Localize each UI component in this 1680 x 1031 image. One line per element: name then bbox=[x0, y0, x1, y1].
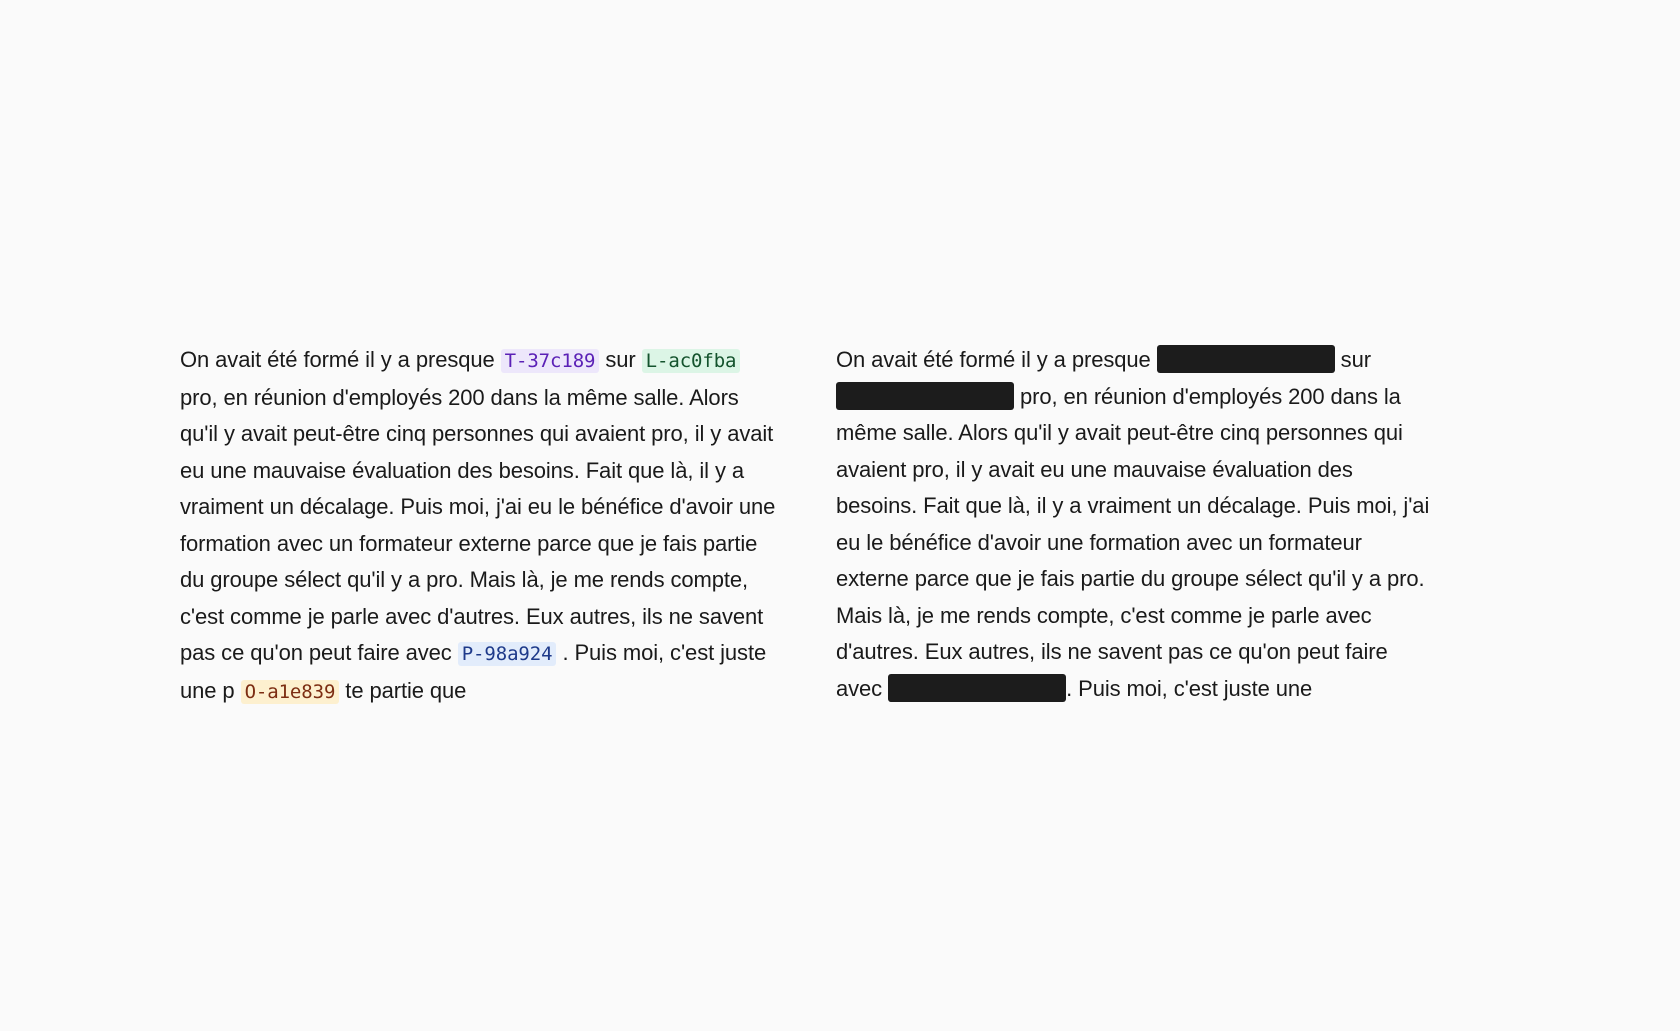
anonymized-token-l: L-ac0fba bbox=[642, 349, 741, 373]
anonymized-token-o: O-a1e839 bbox=[241, 680, 340, 704]
anonymized-token-p: P-98a924 bbox=[458, 642, 557, 666]
redacted-text-panel bbox=[836, 342, 1436, 707]
text-segment: On avait été formé il y a presque bbox=[180, 347, 501, 372]
text-segment: pro, en réunion d'employés 200 dans la même salle. Alors qu'il y avait peut-être cinq personnes qui avaient pro, il y avait eu une mauvaise évaluation des besoins. Fait que là, il y a vraiment un décalage. Puis moi, j'ai eu le bénéfice d'avoir une formation avec un formateur externe parce que je fais partie du groupe sélect qu'il y a pro. Mais là, je me rends compte, c'est comme je parle avec d'autres. Eux autres, ils ne savent pas ce qu'on peut faire avec bbox=[180, 384, 776, 665]
text-segment: . Puis moi, c'est juste une bbox=[1066, 675, 1313, 701]
redaction-block bbox=[836, 382, 1014, 410]
text-segment: te partie que bbox=[339, 677, 467, 703]
text-segment: On avait été formé il y a presque bbox=[836, 347, 1157, 372]
text-segment: pro, en réunion d'employés 200 dans la même salle. Alors qu'il y avait peut-être cinq personnes qui avaient pro, il y avait eu une mauvaise évaluation des besoins. Fait que là, il y a vraiment un décalage. Puis moi, j'ai eu le bénéfice d'avoir une formation avec un formateur externe parce que je fais partie du groupe sélect qu'il y a pro. Mais là, je me rends compte, c'est comme je parle avec d'autres. Eux autres, ils ne savent pas ce qu'on peut faire avec bbox=[836, 383, 1430, 701]
anonymized-token-t: T-37c189 bbox=[501, 349, 600, 373]
redaction-block bbox=[888, 674, 1066, 702]
text-segment: sur bbox=[599, 347, 642, 372]
text-segment: . Puis moi, c'est juste une p bbox=[180, 640, 767, 703]
redaction-block bbox=[1157, 345, 1335, 373]
original-text-panel bbox=[180, 342, 780, 710]
text-segment: sur bbox=[1334, 347, 1371, 372]
